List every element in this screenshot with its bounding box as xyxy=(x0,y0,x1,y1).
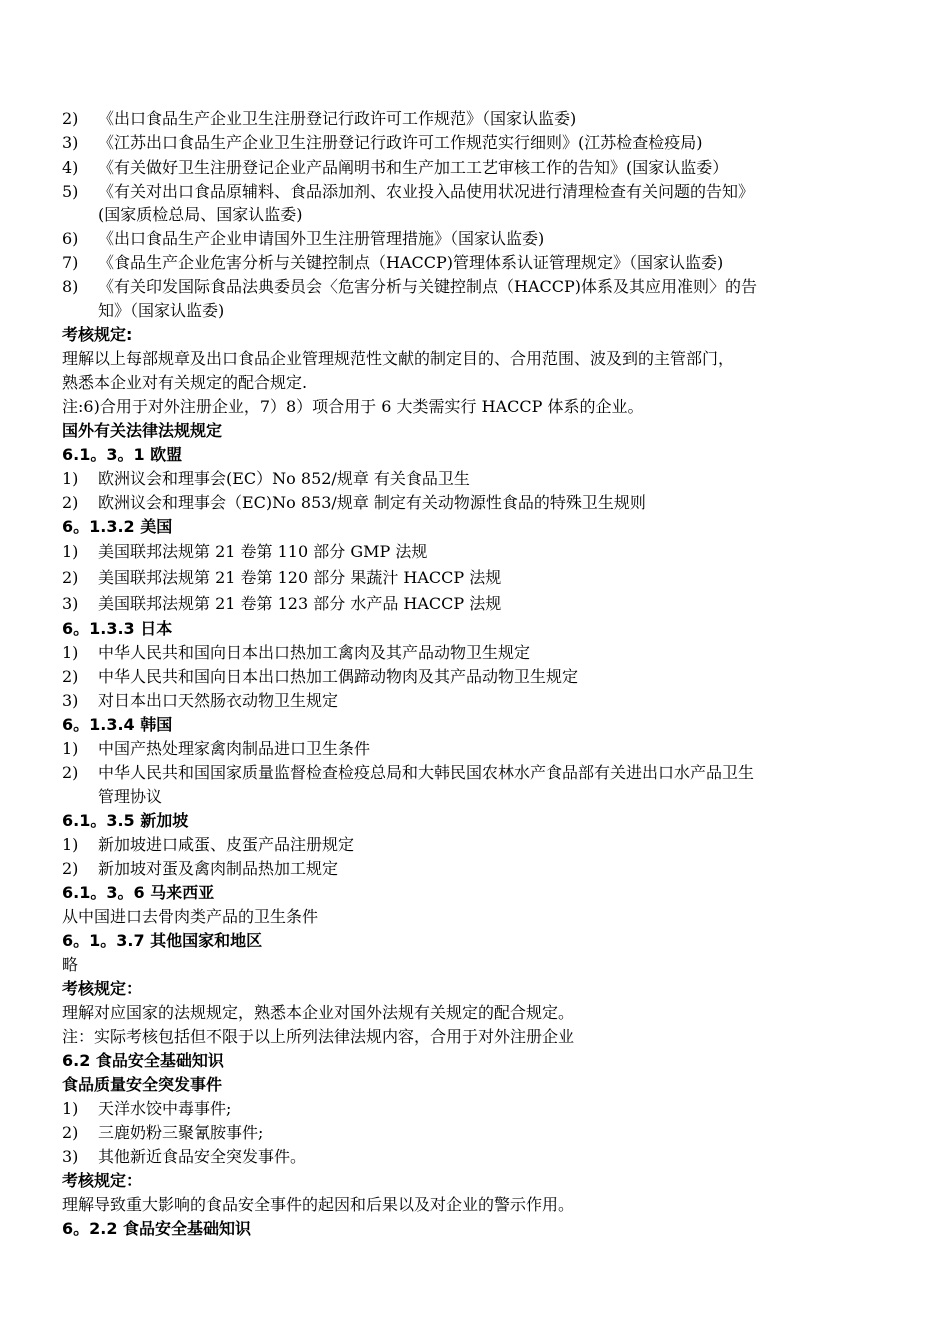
line-text: 注：实际考核包括但不限于以上所列法律法规内容，合用于对外注册企业 xyxy=(62,1027,575,1046)
text-line xyxy=(62,1193,574,1217)
line-text: 理解以上每部规章及出口食品企业管理规范性文献的制定目的、合用范围、波及到的主管部门， xyxy=(62,349,735,368)
line-text: 6。1.3.3 日本 xyxy=(62,619,173,638)
line-text: 食品质量安全突发事件 xyxy=(62,1075,223,1094)
line-text: 《食品生产企业危害分析与关键控制点（HACCP)管理体系认证管理规定》（国家认监委) xyxy=(98,253,724,272)
line-text: 中华人民共和国国家质量监督检查检疫总局和大韩民国农林水产食品部有关进出口水产品卫生 xyxy=(98,763,755,782)
line-text: 6.1。3.5 新加坡 xyxy=(62,811,189,830)
list-item xyxy=(62,566,501,590)
line-text: 理解导致重大影响的食品安全事件的起因和后果以及对企业的警示作用。 xyxy=(62,1195,575,1214)
section-heading xyxy=(62,809,188,833)
line-text: 理解对应国家的法规规定，熟悉本企业对国外法规有关规定的配合规定。 xyxy=(62,1003,575,1022)
line-text: 熟悉本企业对有关规定的配合规定. xyxy=(62,373,308,392)
list-number: 1) xyxy=(62,739,79,758)
list-number: 3) xyxy=(62,594,79,613)
list-item xyxy=(62,156,728,180)
list-item xyxy=(62,131,703,155)
list-item xyxy=(62,1097,231,1121)
section-heading xyxy=(62,1073,222,1097)
list-item xyxy=(62,592,501,616)
list-number: 5) xyxy=(62,182,79,201)
list-item xyxy=(62,491,646,515)
list-item xyxy=(62,251,723,275)
line-text: 6。2.2 食品安全基础知识 xyxy=(62,1219,252,1238)
section-heading xyxy=(62,443,182,467)
line-text: 6。1.3.4 韩国 xyxy=(62,715,173,734)
line-text: 6.1。3。1 欧盟 xyxy=(62,445,183,464)
line-text: 对日本出口天然肠衣动物卫生规定 xyxy=(98,691,339,710)
line-text: 6。1.3.2 美国 xyxy=(62,517,173,536)
line-text: 国外有关法律法规规定 xyxy=(62,421,223,440)
list-number: 1) xyxy=(62,469,79,488)
section-heading xyxy=(62,881,214,905)
line-text: 《有关印发国际食品法典委员会〈危害分析与关键控制点（HACCP)体系及其应用准则〉的告 xyxy=(98,277,758,296)
text-line xyxy=(62,785,162,809)
list-number: 4) xyxy=(62,158,79,177)
line-text: (国家质检总局、国家认监委) xyxy=(98,205,303,224)
line-text: 三鹿奶粉三聚氰胺事件; xyxy=(98,1123,264,1142)
text-line xyxy=(62,953,78,977)
section-heading xyxy=(62,977,142,1001)
list-number: 2) xyxy=(62,109,79,128)
list-number: 1) xyxy=(62,542,79,561)
list-number: 8) xyxy=(62,277,79,296)
list-item xyxy=(62,1121,263,1145)
list-item xyxy=(62,275,757,299)
line-text: 美国联邦法规第 21 卷第 123 部分 水产品 HACCP 法规 xyxy=(98,594,502,613)
list-item xyxy=(62,227,544,251)
list-number: 2) xyxy=(62,1123,79,1142)
list-number: 2) xyxy=(62,763,79,782)
text-line xyxy=(62,347,734,371)
line-text: 天洋水饺中毒事件; xyxy=(98,1099,232,1118)
line-text: 新加坡对蛋及禽肉制品热加工规定 xyxy=(98,859,339,878)
line-text: 注:6)合用于对外注册企业，7）8）项合用于 6 大类需实行 HACCP 体系的企业。 xyxy=(62,397,644,416)
list-item xyxy=(62,737,370,761)
line-text: 从中国进口去骨肉类产品的卫生条件 xyxy=(62,907,319,926)
line-text: 6。1。3.7 其他国家和地区 xyxy=(62,931,263,950)
list-number: 1) xyxy=(62,835,79,854)
list-number: 3) xyxy=(62,1147,79,1166)
text-line xyxy=(62,299,224,323)
line-text: 6.2 食品安全基础知识 xyxy=(62,1051,224,1070)
line-text: 考核规定： xyxy=(62,1171,143,1190)
list-item xyxy=(62,689,338,713)
section-heading xyxy=(62,515,172,539)
line-text: 《有关对出口食品原辅料、食品添加剂、农业投入品使用状况进行清理检查有关问题的告知》 xyxy=(98,182,755,201)
line-text: 欧洲议会和理事会(EC）No 852/规章 有关食品卫生 xyxy=(98,469,470,488)
list-item xyxy=(62,857,338,881)
list-number: 2) xyxy=(62,667,79,686)
text-line xyxy=(62,1025,574,1049)
line-text: 《出口食品生产企业申请国外卫生注册管理措施》（国家认监委) xyxy=(98,229,545,248)
list-item xyxy=(62,665,578,689)
line-text: 《江苏出口食品生产企业卫生注册登记行政许可工作规范实行细则》(江苏检查检疫局) xyxy=(98,133,703,152)
list-item xyxy=(62,107,576,131)
list-number: 7) xyxy=(62,253,79,272)
line-text: 中国产热处理家禽肉制品进口卫生条件 xyxy=(98,739,371,758)
line-text: 《有关做好卫生注册登记企业产品阐明书和生产加工工艺审核工作的告知》(国家认监委） xyxy=(98,158,729,177)
line-text: 管理协议 xyxy=(98,787,163,806)
line-text: 略 xyxy=(62,955,79,974)
line-text: 6.1。3。6 马来西亚 xyxy=(62,883,215,902)
line-text: 考核规定: xyxy=(62,325,133,344)
text-line xyxy=(62,905,318,929)
list-number: 1) xyxy=(62,643,79,662)
section-heading xyxy=(62,1169,142,1193)
list-number: 3) xyxy=(62,133,79,152)
line-text: 美国联邦法规第 21 卷第 120 部分 果蔬汁 HACCP 法规 xyxy=(98,568,502,587)
list-item xyxy=(62,180,754,204)
text-line xyxy=(62,1001,574,1025)
line-text: 美国联邦法规第 21 卷第 110 部分 GMP 法规 xyxy=(98,542,428,561)
text-line xyxy=(62,395,643,419)
section-heading xyxy=(62,1217,251,1241)
list-number: 2) xyxy=(62,493,79,512)
line-text: 其他新近食品安全突发事件。 xyxy=(98,1147,307,1166)
list-item xyxy=(62,540,427,564)
line-text: 欧洲议会和理事会（EC)No 853/规章 制定有关动物源性食品的特殊卫生规则 xyxy=(98,493,646,512)
list-number: 1) xyxy=(62,1099,79,1118)
line-text: 新加坡进口咸蛋、皮蛋产品注册规定 xyxy=(98,835,355,854)
list-number: 3) xyxy=(62,691,79,710)
section-heading xyxy=(62,419,222,443)
list-item xyxy=(62,761,754,785)
line-text: 《出口食品生产企业卫生注册登记行政许可工作规范》（国家认监委) xyxy=(98,109,577,128)
list-number: 6) xyxy=(62,229,79,248)
list-item xyxy=(62,641,530,665)
line-text: 知》（国家认监委) xyxy=(98,301,225,320)
section-heading xyxy=(62,929,262,953)
list-item xyxy=(62,467,470,491)
text-line xyxy=(62,203,303,227)
list-number: 2) xyxy=(62,859,79,878)
section-heading xyxy=(62,1049,224,1073)
section-heading xyxy=(62,617,172,641)
line-text: 考核规定： xyxy=(62,979,143,998)
line-text: 中华人民共和国向日本出口热加工禽肉及其产品动物卫生规定 xyxy=(98,643,531,662)
list-item xyxy=(62,1145,306,1169)
list-item xyxy=(62,833,354,857)
list-number: 2) xyxy=(62,568,79,587)
section-heading xyxy=(62,713,172,737)
line-text: 中华人民共和国向日本出口热加工偶蹄动物肉及其产品动物卫生规定 xyxy=(98,667,579,686)
section-heading xyxy=(62,323,132,347)
text-line xyxy=(62,371,307,395)
